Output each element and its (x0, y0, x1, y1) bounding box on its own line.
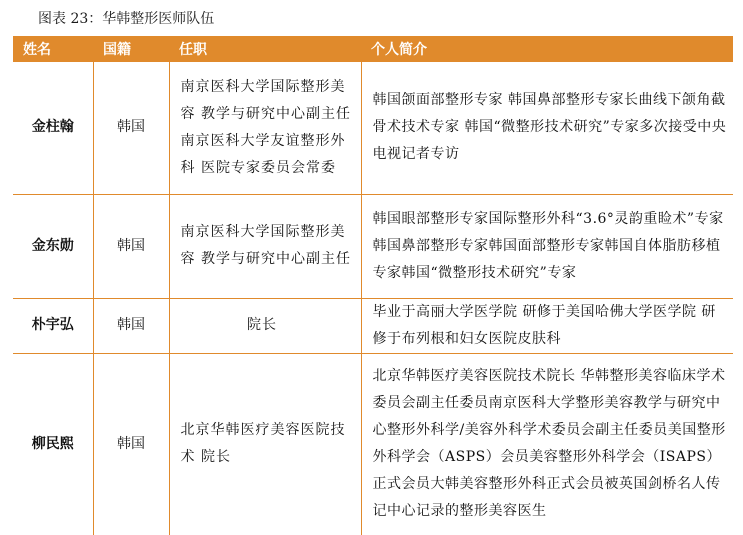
header-position: 任职 (169, 36, 361, 62)
row-position: 北京华韩医疗美容医院技术 院长 (169, 353, 361, 535)
row-name: 金柱翰 (13, 62, 93, 194)
row-position: 南京医科大学国际整形美容 教学与研究中心副主任 南京医科大学友谊整形外科 医院专家委员会常委 (169, 62, 361, 194)
table-row (13, 62, 733, 194)
row-name: 金东勋 (13, 194, 93, 298)
table-row (13, 194, 733, 298)
table-caption: 图表 23：华韩整形医师队伍 (38, 11, 215, 27)
table-header-row (13, 36, 733, 62)
row-bio: 韩国眼部整形专家国际整形外科“3.6°灵韵重睑术”专家韩国鼻部整形专家韩国面部整形专家韩国自体脂肪移植专家韩国“微整形技术研究”专家 (361, 194, 733, 298)
row-position: 院长 (169, 298, 361, 353)
row-nationality: 韩国 (93, 62, 169, 194)
table-row (13, 353, 733, 535)
row-bio: 韩国颌面部整形专家 韩国鼻部整形专家长曲线下颌角截骨术技术专家 韩国“微整形技术研究”专家多次接受中央电视记者专访 (361, 62, 733, 194)
header-nationality: 国籍 (93, 36, 169, 62)
row-nationality: 韩国 (93, 194, 169, 298)
row-position: 南京医科大学国际整形美容 教学与研究中心副主任 (169, 194, 361, 298)
row-nationality: 韩国 (93, 298, 169, 353)
row-nationality: 韩国 (93, 353, 169, 535)
table-row (13, 298, 733, 353)
row-bio: 北京华韩医疗美容医院技术院长 华韩整形美容临床学术委员会副主任委员南京医科大学整形美容教学与研究中心整形外科学/美容外科学术委员会副主任委员美国整形外科学会（ASPS）会员美容整形外科学会（ISAPS）正式会员大韩美容整形外科正式会员被英国剑桥名人传记中心记录的整形美容医生 (372, 368, 726, 520)
row-bio: 毕业于高丽大学医学院 研修于美国哈佛大学医学院 研修于布列根和妇女医院皮肤科 (361, 298, 733, 353)
header-name: 姓名 (13, 36, 93, 62)
row-name: 柳民熙 (13, 353, 93, 535)
row-name: 朴宇弘 (13, 298, 93, 353)
surgeon-team-table (13, 36, 733, 535)
header-bio: 个人简介 (361, 36, 733, 62)
